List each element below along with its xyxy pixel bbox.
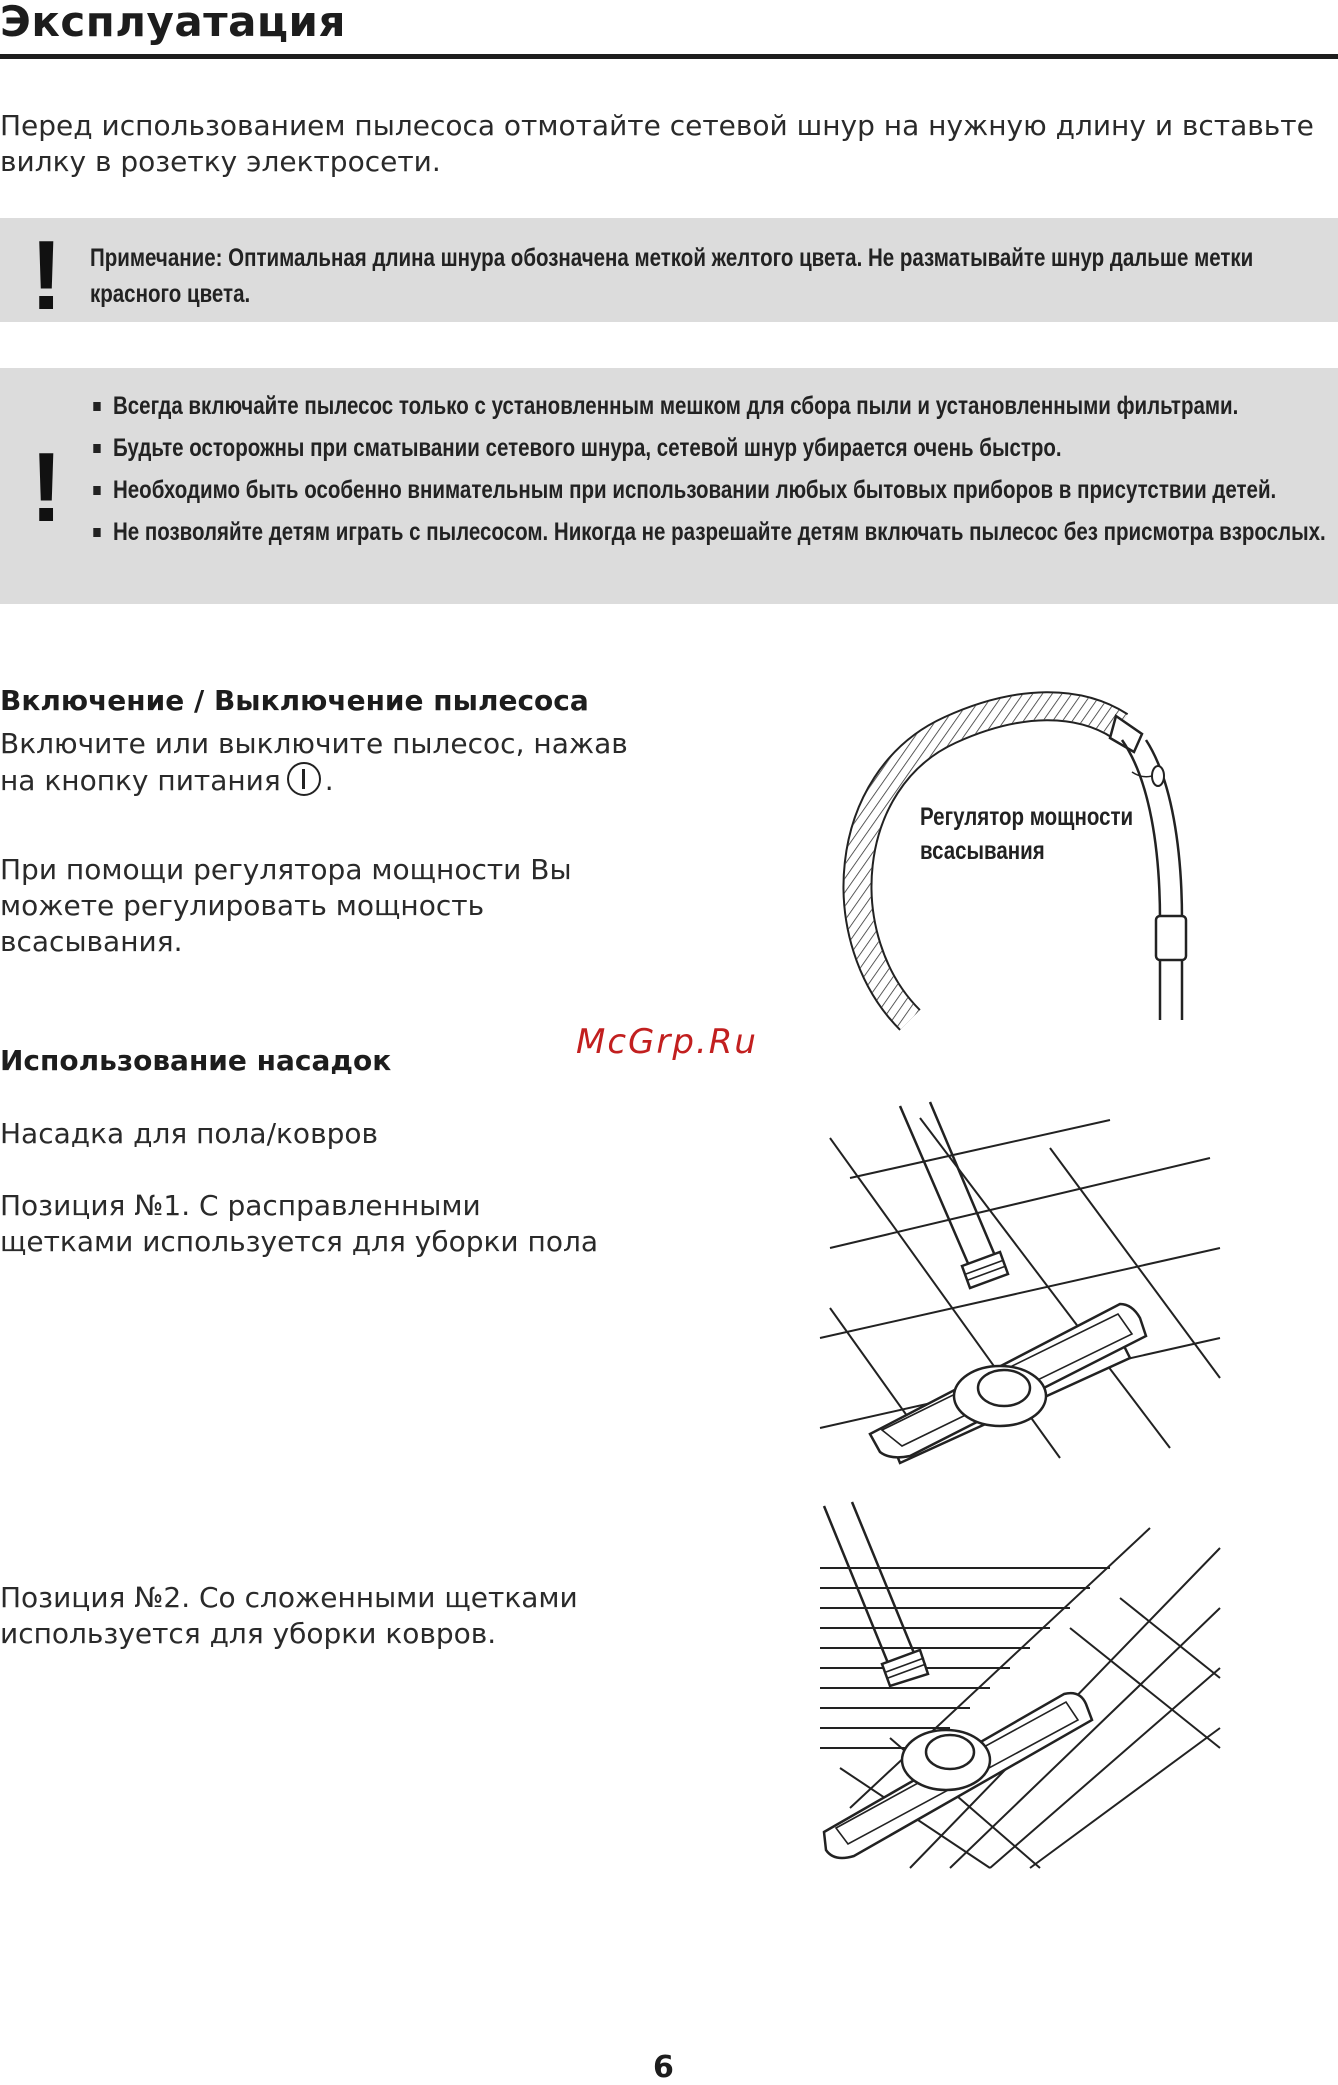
attachments-section-heading: Использование насадок bbox=[0, 1044, 392, 1077]
page-number: 6 bbox=[653, 2050, 674, 2085]
intro-paragraph: Перед использованием пылесоса отмотайте сетевой шнур на нужную длину и вставьте вилку в розетку электросети. bbox=[0, 109, 1314, 178]
position-1-text: Позиция №1. С расправленными щетками используется для уборки пола bbox=[0, 1189, 599, 1258]
warning-item: Всегда включайте пылесос только с установленным мешком для сбора пыли и установленными фильтрами. bbox=[90, 388, 1338, 424]
warning-list bbox=[90, 388, 1338, 556]
warning-item: Необходимо быть особенно внимательным при использовании любых бытовых приборов в присутствии детей. bbox=[90, 472, 1338, 508]
watermark: McGrp.Ru bbox=[576, 1022, 758, 1062]
power-instruction-end: . bbox=[324, 764, 334, 797]
power-icon bbox=[287, 762, 321, 796]
warning-item: Будьте осторожны при сматывании сетевого шнура, сетевой шнур убирается очень быстро. bbox=[90, 430, 1338, 466]
nozzle-carpet-illustration bbox=[810, 1508, 1230, 1878]
regulator-callout: Регулятор мощности всасывания bbox=[920, 803, 1134, 865]
nozzle-floor-illustration bbox=[810, 1108, 1230, 1458]
floor-nozzle-title: Насадка для пола/ковров bbox=[0, 1117, 378, 1150]
note-text: Примечание: Оптимальная длина шнура обозначена меткой желтого цвета. Не разматывайте шнур дальше метки красного цвета. bbox=[90, 244, 1254, 308]
page-title: Эксплуатация bbox=[0, 0, 346, 46]
power-instruction bbox=[0, 726, 640, 799]
exclamation-icon: ! bbox=[30, 432, 63, 542]
warning-item: Не позволяйте детям играть с пылесосом. Никогда не разрешайте детям включать пылесос без присмотра взрослых. bbox=[90, 514, 1338, 550]
power-section-heading: Включение / Выключение пылесоса bbox=[0, 684, 589, 717]
regulator-paragraph: При помощи регулятора мощности Вы можете регулировать мощность всасывания. bbox=[0, 853, 572, 958]
title-divider bbox=[0, 54, 1338, 59]
position-2-text: Позиция №2. Со сложенными щетками используется для уборки ковров. bbox=[0, 1581, 578, 1650]
exclamation-icon: ! bbox=[30, 220, 63, 330]
power-instruction-text: Включите или выключите пылесос, нажав на кнопку питания bbox=[0, 727, 628, 797]
